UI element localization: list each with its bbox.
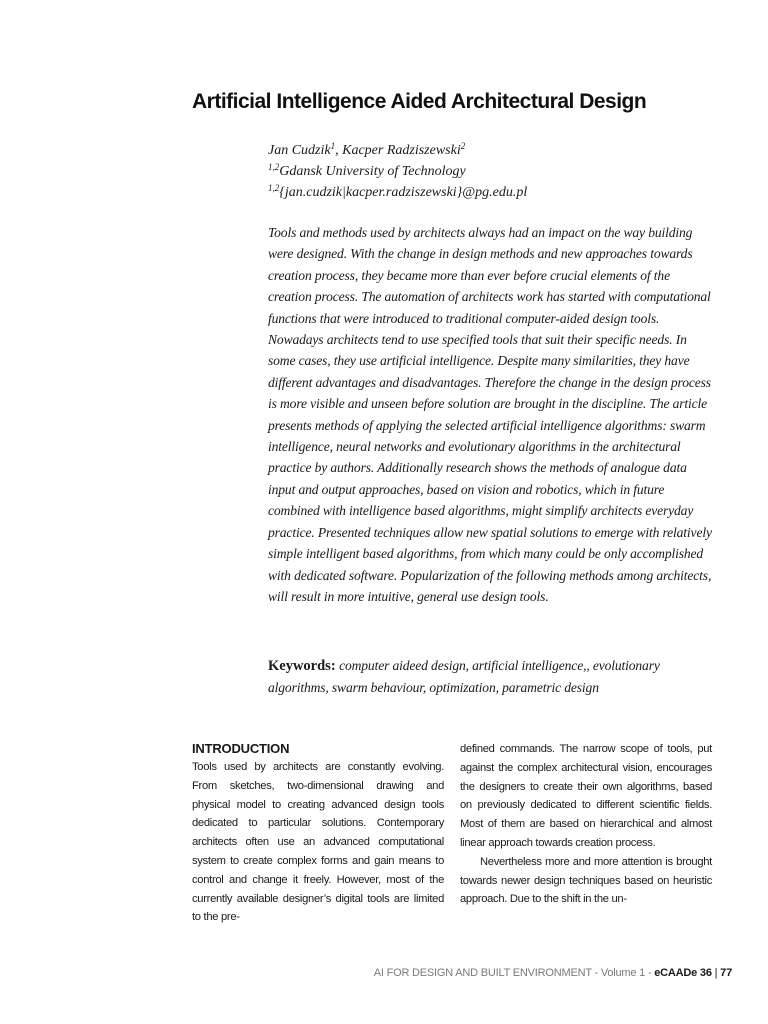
affiliation-mark: 1,2 xyxy=(268,162,280,172)
footer-series: AI FOR DESIGN AND BUILT ENVIRONMENT - Volume 1 - xyxy=(373,967,655,979)
author-block xyxy=(268,140,718,203)
author-2-affiliation-mark: 2 xyxy=(460,141,466,151)
author-emails xyxy=(268,182,718,203)
introduction-paragraph-1-continued: defined commands. The narrow scope of tools, put against the complex architectural vision, encourages the designers to create their own algorithms, based on previously dedicated to different scientific fields. Most of them are based on hierarchical and almost linear approach towards creation process. xyxy=(460,743,712,849)
author-1-affiliation-mark: 1 xyxy=(330,141,336,151)
keywords xyxy=(268,655,708,698)
introduction-paragraph-2: Nevertheless more and more attention is brought towards newer design techniques based on heuristic approach. Due to the shift in the un- xyxy=(460,855,712,906)
introduction-paragraph-1: Tools used by architects are constantly evolving. From sketches, two-dimensional drawing and physical model to creating advanced design tools dedicated to particular solutions. Contemporary architects often use an advanced computational system to create complex forms and gain means to control and change it freely. However, most of the currently available designer’s digital tools are limited to the pre- xyxy=(192,761,444,924)
affiliation-text: Gdansk University of Technology xyxy=(279,164,466,179)
body-column-left xyxy=(192,740,444,927)
email-mark: 1,2 xyxy=(268,183,280,193)
page-number: 77 xyxy=(720,967,732,979)
paper-title: Artificial Intelligence Aided Architectural Design xyxy=(192,90,647,113)
body-column-right xyxy=(460,740,712,909)
section-heading-introduction: INTRODUCTION xyxy=(192,741,290,756)
author-2-name: Kacper Radziszewski xyxy=(342,143,461,158)
abstract: Tools and methods used by architects always had an impact on the way building were designed. With the change in design methods and new approaches towards creation process, they became more than ever before crucial elements of the creation process. The automation of architects work has started with computational functions that were introduced to traditional computer-aided design tools. Nowadays architects tend to use specified tools that suit their specific needs. In some cases, they use artificial intelligence. Despite many similarities, they have different advantages and disadvantages. Therefore the change in the design process is more visible and unseen before solution are brought in the discipline. The article presents methods of applying the selected artificial intelligence algorithms: swarm intelligence, neural networks and evolutionary algorithms in the architectural practice by authors. Additionally research shows the methods of analogue data input and output approaches, based on vision and robotics, which in future combined with intelligence based algorithms, might simplify architects everyday practice. Presented techniques allow new spatial solutions to emerge with relatively simple intelligent based algorithms, from which many could be only accomplished with dedicated software. Popularization of the following methods among architects, will result in more intuitive, general use design tools. xyxy=(268,225,712,604)
footer-separator: | xyxy=(711,967,721,979)
author-names xyxy=(268,140,718,161)
author-separator: , xyxy=(335,143,343,158)
footer-journal: eCAADe 36 xyxy=(654,967,712,979)
keywords-label: Keywords: xyxy=(268,658,336,674)
keywords-text: computer aideed design, artificial intelligence,, evolutionary algorithms, swarm behaviour, optimization, parametric design xyxy=(268,658,660,695)
author-1-name: Jan Cudzik xyxy=(268,143,331,158)
page-footer xyxy=(374,967,732,979)
affiliation xyxy=(268,161,718,182)
email-text: {jan.cudzik|kacper.radziszewski}@pg.edu.pl xyxy=(279,185,528,200)
